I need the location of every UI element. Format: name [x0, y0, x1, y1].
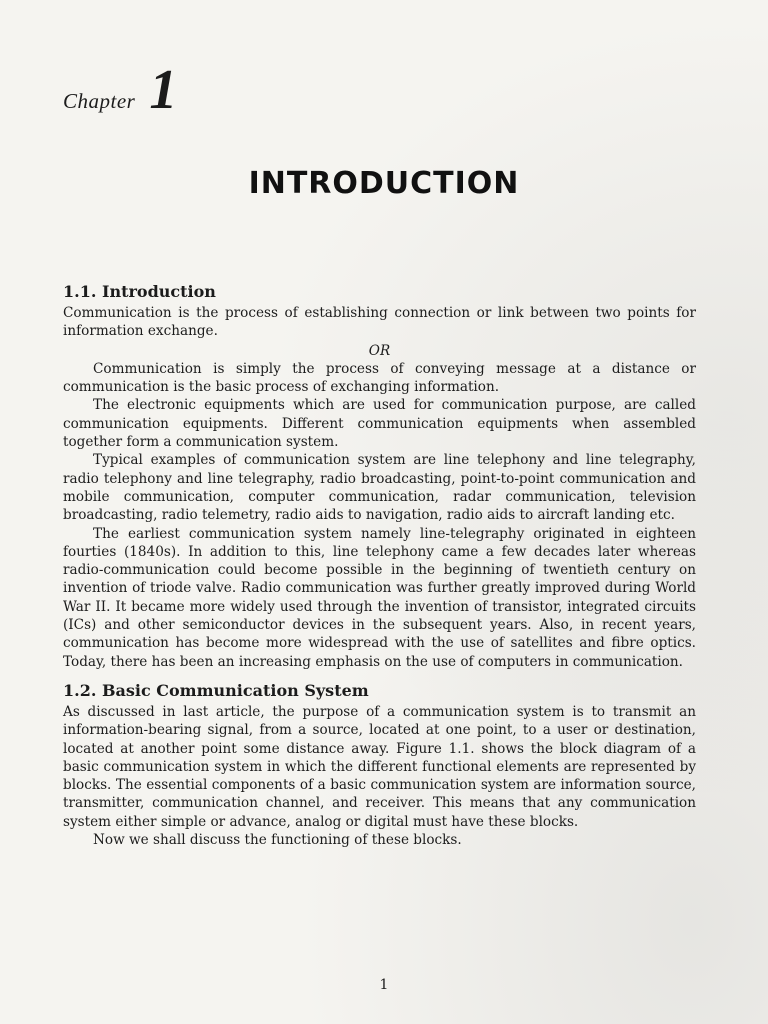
paragraph-basic-system: As discussed in last article, the purpose of a communication system is to transmit an information-bearing signal, from a source, located at one point, to a user or destination, located at another point some distance away. Figure 1.1. shows the block diagram of a basic communication system in which the different functional elements are represented by blocks. The essential components of a basic communication system are information source, transmitter, communication channel, and receiver. This means that any communication system either simple or advance, analog or digital must have these blocks. [63, 703, 696, 830]
paragraph-history: The earliest communication system namely line-telegraphy originated in eighteen fourties (1840s). In addition to this, line telephony came a few decades later whereas radio-communication could become possible in the beginning of twentieth century on invention of triode valve. Radio communication was further greatly improved during World War II. It became more widely used through the invention of transistor, integrated circuits (ICs) and other semiconductor devices in the subsequent years. Also, in recent years, communication has become more widespread with the use of satellites and fibre optics. Today, there has been an increasing emphasis on the use of computers in communication. [63, 525, 696, 670]
body-content [63, 282, 696, 849]
section-gap [63, 671, 696, 681]
paragraph-examples: Typical examples of communication system are line telephony and line telegraphy, radio telephony and line telegraphy, radio broadcasting, point-to-point communication and mobile communication, computer communication, radar communication, television broadcasting, radio telemetry, radio aids to navigation, radio aids to aircraft landing etc. [63, 452, 696, 524]
paragraph-definition: Communication is the process of establishing connection or link between two points for information exchange. [63, 305, 696, 340]
section-heading-1-2: 1.2. Basic Communication System [63, 680, 369, 700]
or-separator: OR [368, 342, 391, 359]
page-number: 1 [379, 977, 389, 993]
section-heading-1-1: 1.1. Introduction [63, 282, 216, 301]
paragraph-definition-alt: Communication is simply the process of conveying message at a distance or communication is the basic process of exchanging information. [63, 360, 696, 396]
chapter-label: Chapter [63, 89, 136, 113]
page-title: INTRODUCTION [248, 166, 520, 201]
paragraph-equipments: The electronic equipments which are used for communication purpose, are called communication equipments. Different communication equipments when assembled together form a communication system. [63, 397, 696, 451]
chapter-number: 1 [149, 59, 178, 121]
chapter-heading [63, 59, 178, 121]
paragraph-next: Now we shall discuss the functioning of these blocks. [93, 832, 462, 849]
